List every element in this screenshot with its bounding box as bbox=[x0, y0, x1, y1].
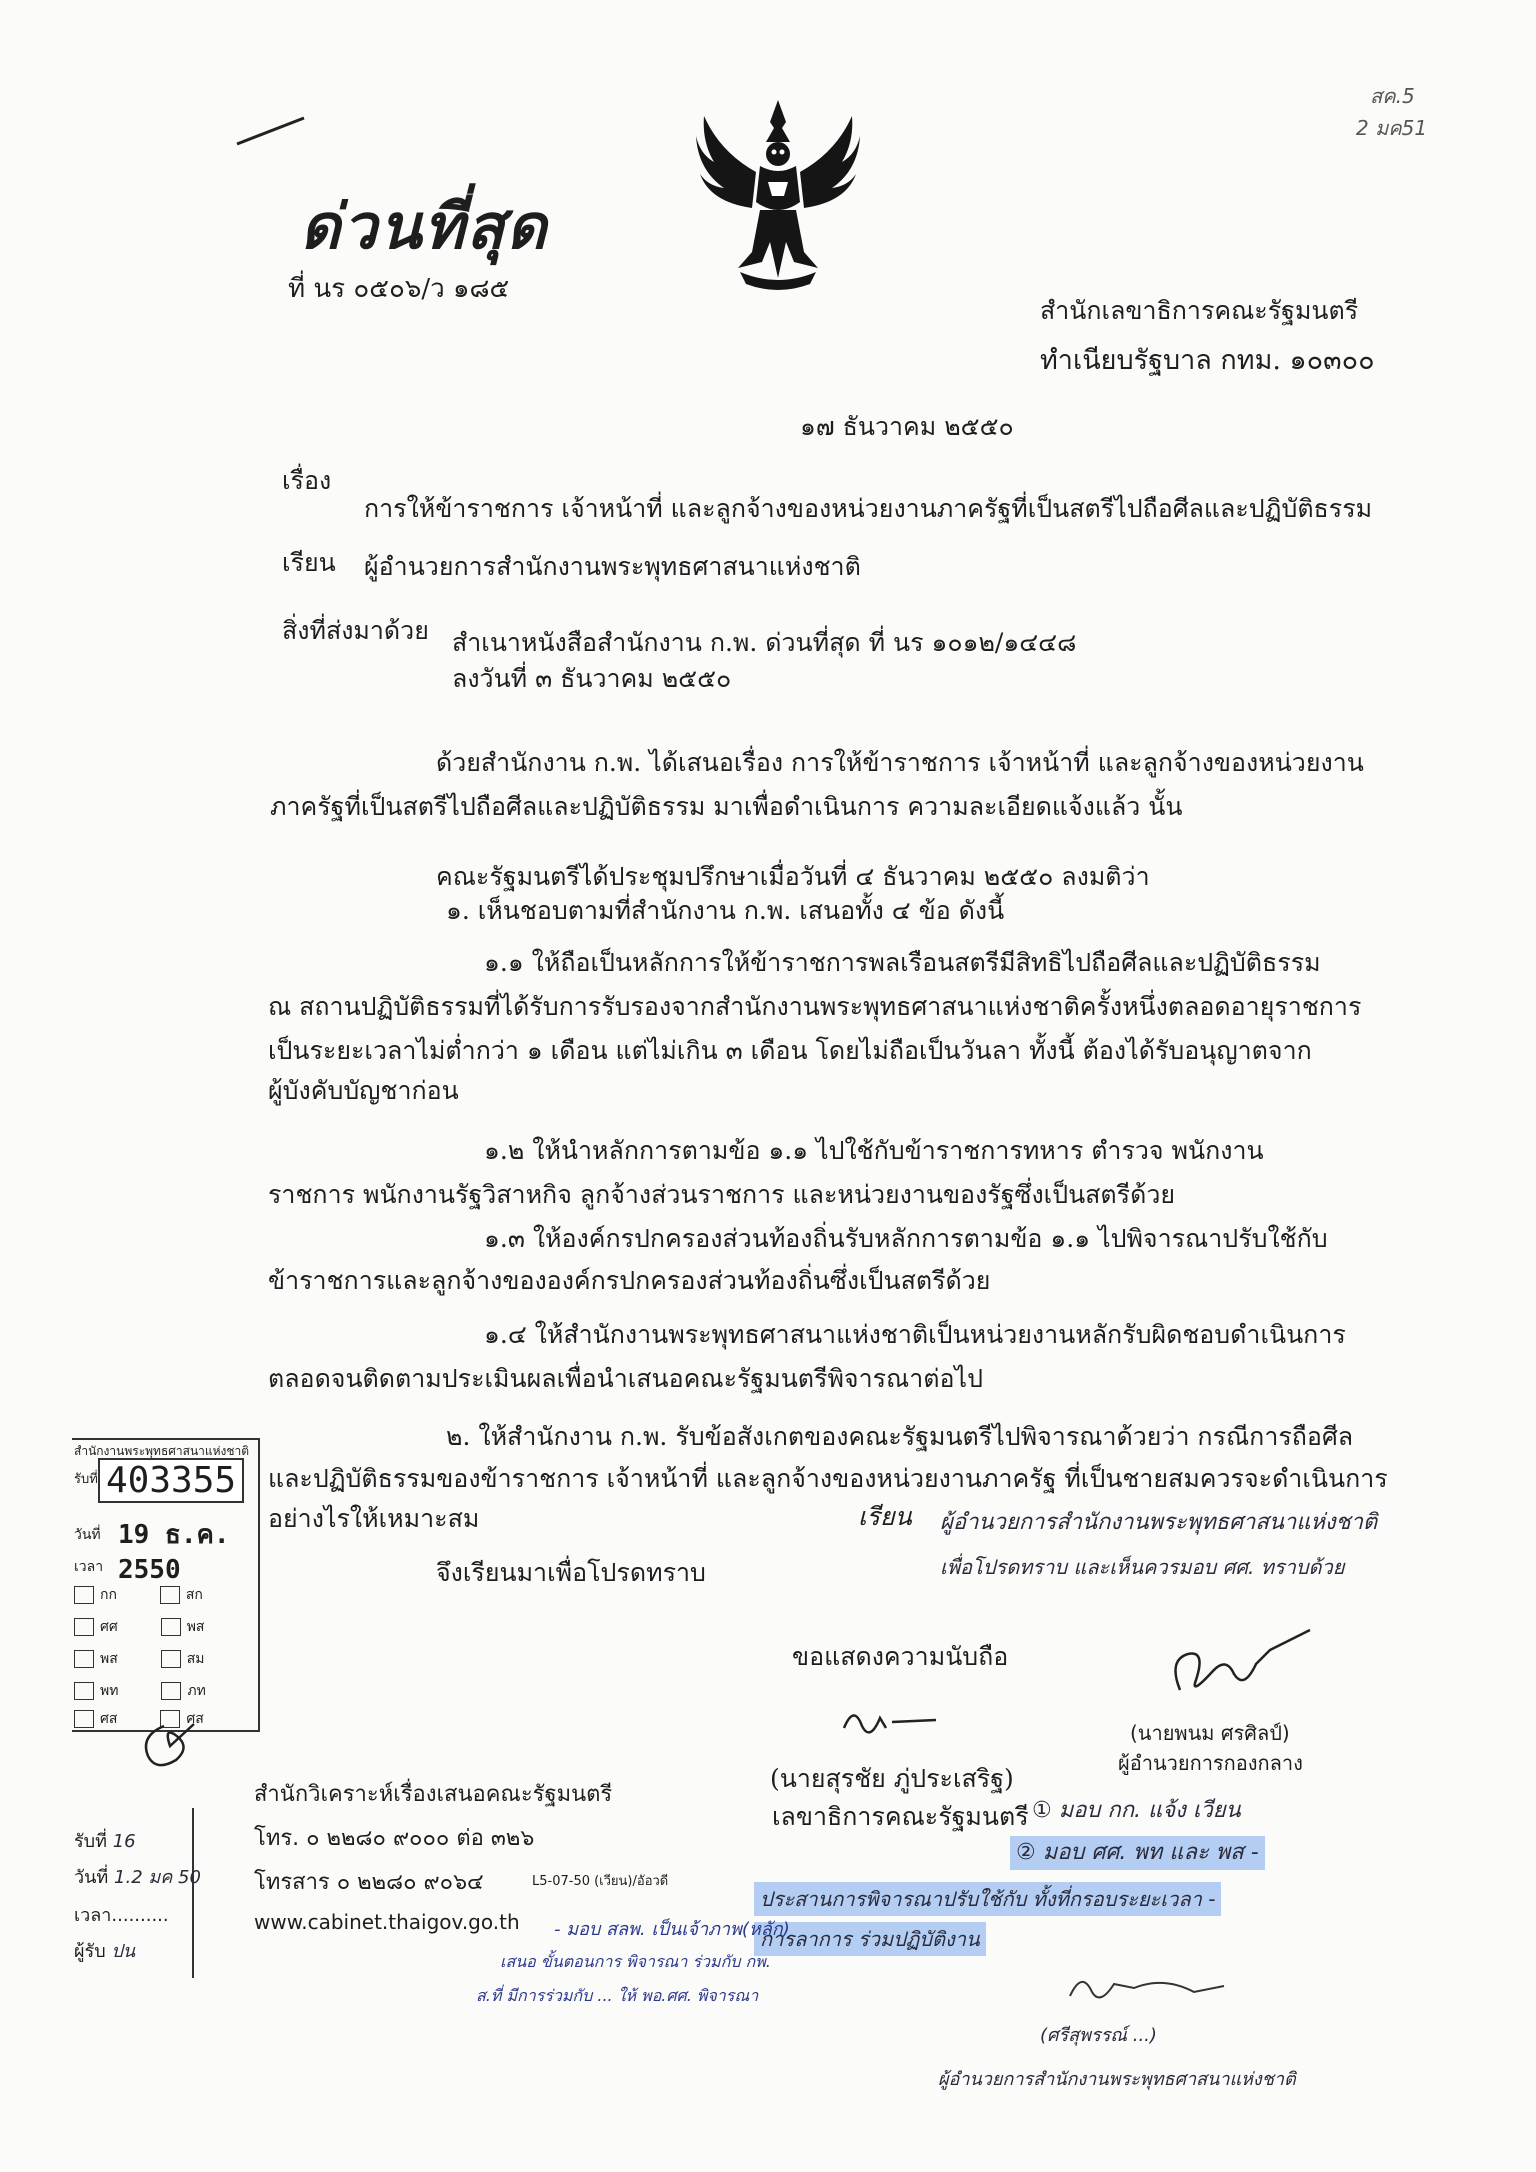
item-1-1-line3: เป็นระยะเวลาไม่ต่ำกว่า ๑ เดือน แต่ไม่เกิน ๓ เดือน โดยไม่ถือเป็นวันลา ทั้งนี้ ต้องได้รับอนุญาตจาก bbox=[268, 1036, 1312, 1065]
para2: คณะรัฐมนตรีได้ประชุมปรึกษาเมื่อวันที่ ๔ ธันวาคม ๒๕๕๐ ลงมติว่า bbox=[436, 862, 1150, 891]
document-number: ที่ นร ๐๕๐๖/ว ๑๘๕ bbox=[288, 274, 510, 304]
stamp-box-row-5: ศส ศส bbox=[74, 1708, 204, 1730]
footer-unit: สำนักวิเคราะห์เรื่องเสนอคณะรัฐมนตรี bbox=[254, 1782, 613, 1807]
bottom-note-3: ส.ที่ มีการร่วมกับ ... ให้ พอ.ศศ. พิจารณา bbox=[476, 1986, 759, 2005]
item-1-2-line1: ๑.๒ ให้นำหลักการตามข้อ ๑.๑ ไปใช้กับข้าราชการทหาร ตำรวจ พนักงาน bbox=[484, 1136, 1264, 1165]
item-1: ๑. เห็นชอบตามที่สำนักงาน ก.พ. เสนอทั้ง ๔ ข้อ ดังนี้ bbox=[446, 896, 1005, 925]
checkbox-icon bbox=[74, 1710, 94, 1728]
director-signature bbox=[1160, 1620, 1320, 1710]
footer-web: www.cabinet.thaigov.go.th bbox=[254, 1910, 520, 1934]
attachment-line1: สำเนาหนังสือสำนักงาน ก.พ. ด่วนที่สุด ที่ นร ๑๐๑๒/๑๔๔๘ bbox=[452, 628, 1077, 657]
secretary-name: (นายสุรชัย ภู่ประเสริฐ) bbox=[770, 1764, 1014, 1793]
office-address: ทำเนียบรัฐบาล กทม. ๑๐๓๐๐ bbox=[1040, 345, 1375, 376]
note-4: การลาการ ร่วมปฏิบัติงาน bbox=[754, 1922, 986, 1956]
secretary-title: เลขาธิการคณะรัฐมนตรี bbox=[772, 1802, 1029, 1831]
document-date: ๑๗ ธันวาคม ๒๕๕๐ bbox=[800, 412, 1014, 441]
closing-text: จึงเรียนมาเพื่อโปรดทราบ bbox=[436, 1558, 706, 1587]
attachment-label: สิ่งที่ส่งมาด้วย bbox=[282, 616, 429, 645]
footer-fax: โทรสาร ๐ ๒๒๘๐ ๙๐๖๔ bbox=[254, 1870, 484, 1895]
checkbox-icon bbox=[74, 1650, 94, 1668]
stamp-number: 403355 bbox=[98, 1458, 244, 1503]
director-title: ผู้อำนวยการกองกลาง bbox=[1118, 1751, 1303, 1775]
stamp-box-row-4: พท ภท bbox=[74, 1680, 206, 1702]
note-1: ① มอบ กก. แจ้ง เวียน bbox=[1032, 1798, 1241, 1823]
checkbox-icon bbox=[161, 1650, 181, 1668]
checkbox-icon bbox=[74, 1586, 94, 1604]
footer-code: L5-07-50 (เวียน)/อัอวดี bbox=[532, 1874, 669, 1889]
checkbox-icon bbox=[161, 1618, 181, 1636]
stamp-header: สำนักงานพระพุทธศาสนาแห่งชาติ bbox=[74, 1444, 250, 1458]
annotation-to-line2: เพื่อโปรดทราบ และเห็นควรมอบ ศศ. ทราบด้วย bbox=[940, 1555, 1345, 1579]
bottom-note-2: เสนอ ขั้นตอนการ พิจารณา ร่วมกับ กพ. bbox=[500, 1952, 771, 1971]
subject-text: การให้ข้าราชการ เจ้าหน้าที่ และลูกจ้างของหน่วยงานภาครัฐที่เป็นสตรีไปถือศีลและปฏิบัติธรรม bbox=[364, 494, 1373, 523]
side-receipt: รับที่ 16 วันที่ 1.2 มค 50 เวลา.......... ผู้รับ ปน bbox=[72, 1808, 194, 1978]
annotation-to-label: เรียน bbox=[858, 1502, 912, 1531]
stamp-date-label: วันที่ bbox=[74, 1527, 101, 1543]
stamp-time-label: เวลา bbox=[74, 1559, 104, 1575]
secretary-signature bbox=[836, 1698, 946, 1748]
stamp-number-label: รับที่ bbox=[74, 1472, 98, 1487]
stamp-box-row-2: ศศ พส bbox=[74, 1616, 204, 1638]
item-1-3-line2: ข้าราชการและลูกจ้างขององค์กรปกครองส่วนท้องถิ่นซึ่งเป็นสตรีด้วย bbox=[268, 1266, 991, 1295]
checkbox-icon bbox=[74, 1618, 94, 1636]
stamp-box-row-3: พส สม bbox=[74, 1648, 204, 1670]
stamp-box-row-1: กก สก bbox=[74, 1584, 203, 1606]
annotation-to-line1: ผู้อำนวยการสำนักงานพระพุทธศาสนาแห่งชาติ bbox=[940, 1510, 1378, 1535]
deputy-title: ผู้อำนวยการสำนักงานพระพุทธศาสนาแห่งชาติ bbox=[938, 2069, 1296, 2090]
item-1-4-line2: ตลอดจนติดตามประเมินผลเพื่อนำเสนอคณะรัฐมนตรีพิจารณาต่อไป bbox=[268, 1364, 983, 1393]
receipt-stamp bbox=[72, 1438, 260, 1732]
footer-tel: โทร. ๐ ๒๒๘๐ ๙๐๐๐ ต่อ ๓๒๖ bbox=[254, 1826, 535, 1851]
item-2-line3: อย่างไรให้เหมาะสม bbox=[268, 1504, 480, 1533]
attachment-line2: ลงวันที่ ๓ ธันวาคม ๒๕๕๐ bbox=[452, 664, 732, 693]
to-text: ผู้อำนวยการสำนักงานพระพุทธศาสนาแห่งชาติ bbox=[364, 552, 861, 581]
checkbox-icon bbox=[161, 1682, 181, 1700]
para1-line1: ด้วยสำนักงาน ก.พ. ได้เสนอเรื่อง การให้ข้าราชการ เจ้าหน้าที่ และลูกจ้างของหน่วยงาน bbox=[436, 748, 1364, 777]
item-1-1-line4: ผู้บังคับบัญชาก่อน bbox=[268, 1076, 459, 1105]
to-label: เรียน bbox=[282, 548, 336, 577]
garuda-emblem-icon bbox=[690, 92, 866, 292]
pen-stroke bbox=[232, 112, 312, 152]
bottom-note-1: - มอบ สลพ. เป็นเจ้าภาพ(หลัก) bbox=[554, 1919, 790, 1940]
item-1-1-line1: ๑.๑ ให้ถือเป็นหลักการให้ข้าราชการพลเรือนสตรีมีสิทธิไปถือศีลและปฏิบัติธรรม bbox=[484, 948, 1321, 977]
note-3: ประสานการพิจารณาปรับใช้กับ ทั้งที่กรอบระยะเวลา - bbox=[754, 1882, 1221, 1916]
para1-line2: ภาครัฐที่เป็นสตรีไปถือศีลและปฏิบัติธรรม มาเพื่อดำเนินการ ความละเอียดแจ้งแล้ว นั้น bbox=[270, 792, 1183, 821]
deputy-name: (ศรีสุพรรณ์ ...) bbox=[1040, 2025, 1157, 2046]
item-1-3-line1: ๑.๓ ให้องค์กรปกครองส่วนท้องถิ่นรับหลักการตามข้อ ๑.๑ ไปพิจารณาปรับใช้กับ bbox=[484, 1224, 1328, 1253]
item-1-1-line2: ณ สถานปฏิบัติธรรมที่ได้รับการรับรองจากสำนักงานพระพุทธศาสนาแห่งชาติครั้งหนึ่งตลอดอายุราชการ bbox=[268, 992, 1362, 1021]
note-2: ② มอบ ศศ. พท และ พส - bbox=[1010, 1836, 1265, 1870]
stamp-date: 19 ธ.ค. 2550 bbox=[118, 1520, 230, 1585]
director-name: (นายพนม ศรศิลป์) bbox=[1130, 1721, 1290, 1745]
item-1-4-line1: ๑.๔ ให้สำนักงานพระพุทธศาสนาแห่งชาติเป็นหน่วยงานหลักรับผิดชอบดำเนินการ bbox=[484, 1320, 1346, 1349]
subject-label: เรื่อง bbox=[282, 466, 332, 495]
checkbox-icon bbox=[74, 1682, 94, 1700]
office-name: สำนักเลขาธิการคณะรัฐมนตรี bbox=[1040, 296, 1359, 325]
corner-note-2: 2 มค51 bbox=[1356, 116, 1428, 140]
corner-note-1: สค.5 bbox=[1370, 84, 1415, 108]
stamp-initial bbox=[134, 1716, 204, 1776]
item-1-2-line2: ราชการ พนักงานรัฐวิสาหกิจ ลูกจ้างส่วนราชการ และหน่วยงานของรัฐซึ่งเป็นสตรีด้วย bbox=[268, 1180, 1176, 1209]
item-2-line2: และปฏิบัติธรรมของข้าราชการ เจ้าหน้าที่ และลูกจ้างของหน่วยงานภาครัฐ ที่เป็นชายสมควรจะดำเนินการ bbox=[268, 1464, 1388, 1493]
regards-text: ขอแสดงความนับถือ bbox=[792, 1642, 1009, 1671]
deputy-signature bbox=[1064, 1966, 1234, 2012]
item-2-line1: ๒. ให้สำนักงาน ก.พ. รับข้อสังเกตของคณะรัฐมนตรีไปพิจารณาด้วยว่า กรณีการถือศีล bbox=[446, 1422, 1354, 1451]
checkbox-icon bbox=[160, 1586, 180, 1604]
urgency-heading: ด่วนที่สุด bbox=[300, 190, 549, 263]
